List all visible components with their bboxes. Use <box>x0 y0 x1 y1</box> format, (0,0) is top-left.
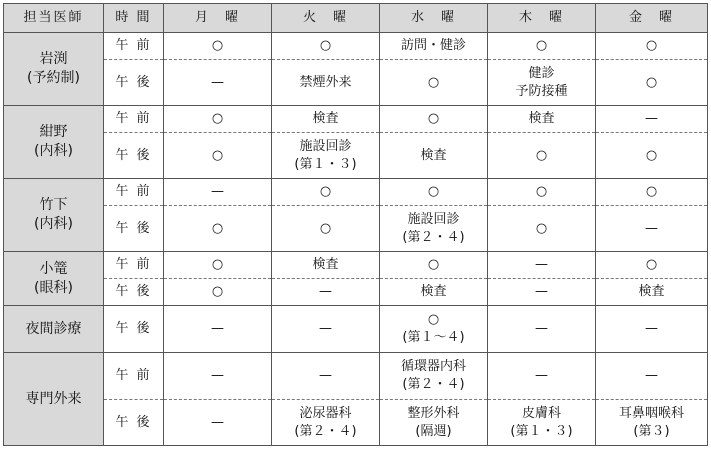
cell-text: 検査 <box>638 284 665 299</box>
doctor-cell <box>4 179 104 252</box>
cell-text: 紺野 <box>39 124 68 140</box>
table-row <box>4 179 708 206</box>
cell-text: ○ <box>319 38 332 53</box>
time-cell: 午 後 <box>104 133 164 179</box>
cell-text: ○ <box>211 147 224 163</box>
schedule-cell <box>488 33 596 60</box>
cell-text: 泌尿器科 <box>299 405 352 421</box>
schedule-cell <box>164 60 272 106</box>
schedule-cell <box>596 33 708 60</box>
cell-text: (第１〜４) <box>402 330 465 345</box>
cell-text: — <box>319 284 332 299</box>
cell-text: — <box>319 368 332 383</box>
schedule-cell <box>488 133 596 179</box>
schedule-cell <box>272 179 380 206</box>
doctor-cell <box>4 353 104 446</box>
schedule-cell <box>380 179 488 206</box>
table-row <box>4 206 708 252</box>
schedule-cell <box>164 306 272 353</box>
schedule-cell <box>488 306 596 353</box>
doctor-cell <box>4 306 104 353</box>
cell-text: ○ <box>535 220 548 236</box>
time-cell: 午 後 <box>104 60 164 106</box>
cell-text: 整形外科 <box>407 405 460 421</box>
cell-text: ○ <box>535 147 548 163</box>
schedule-cell <box>380 279 488 306</box>
schedule-cell <box>272 60 380 106</box>
cell-text: — <box>535 284 548 299</box>
table-row <box>4 306 708 353</box>
table-row <box>4 252 708 279</box>
schedule-cell <box>380 133 488 179</box>
cell-text: 専門外来 <box>25 390 82 407</box>
schedule-cell <box>488 252 596 279</box>
time-cell: 午 前 <box>104 33 164 60</box>
time-cell: 午 前 <box>104 353 164 400</box>
table-row <box>4 33 708 60</box>
time-cell: 午 後 <box>104 400 164 446</box>
table-row <box>4 353 708 400</box>
schedule-cell <box>488 179 596 206</box>
header-wednesday: 水 曜 <box>380 4 488 33</box>
schedule-cell <box>380 60 488 106</box>
cell-text: — <box>211 184 224 199</box>
cell-text: — <box>211 321 224 336</box>
cell-text: 訪問・健診 <box>400 38 466 53</box>
time-cell: 午 後 <box>104 279 164 306</box>
schedule-cell <box>596 279 708 306</box>
cell-text: ○ <box>211 111 224 126</box>
cell-text: — <box>211 368 224 383</box>
cell-text: 循環器内科 <box>400 359 466 374</box>
cell-text: ○ <box>645 38 658 53</box>
cell-text: — <box>211 414 224 430</box>
schedule-cell <box>488 353 596 400</box>
cell-text: ○ <box>427 257 440 272</box>
cell-text: ○ <box>427 184 440 199</box>
cell-text: (第３) <box>633 423 670 439</box>
schedule-cell <box>596 133 708 179</box>
schedule-cell <box>488 279 596 306</box>
cell-text: (内科) <box>34 143 73 159</box>
schedule-cell <box>488 60 596 106</box>
schedule-cell <box>596 353 708 400</box>
schedule-cell <box>380 33 488 60</box>
table-row <box>4 279 708 306</box>
cell-text: 岩渕 <box>39 51 68 67</box>
cell-text: ○ <box>211 220 224 236</box>
cell-text: (眼科) <box>34 279 73 296</box>
schedule-cell <box>596 400 708 446</box>
schedule-cell <box>164 353 272 400</box>
schedule-cell <box>488 106 596 133</box>
header-monday: 月 曜 <box>164 4 272 33</box>
cell-text: ○ <box>427 312 440 327</box>
cell-text: ○ <box>645 74 658 90</box>
cell-text: — <box>645 321 658 336</box>
schedule-cell <box>596 252 708 279</box>
schedule-cell <box>380 206 488 252</box>
cell-text: ○ <box>535 184 548 199</box>
time-cell: 午 前 <box>104 179 164 206</box>
schedule-cell <box>488 206 596 252</box>
cell-text: — <box>645 111 658 126</box>
schedule-cell <box>380 252 488 279</box>
header-row <box>4 4 708 33</box>
table-row <box>4 106 708 133</box>
cell-text: (予約制) <box>27 70 80 86</box>
schedule-cell <box>272 252 380 279</box>
cell-text: 検査 <box>420 147 447 163</box>
cell-text: 竹下 <box>39 197 68 213</box>
schedule-cell <box>380 306 488 353</box>
cell-text: ○ <box>645 184 658 199</box>
schedule-cell <box>272 206 380 252</box>
cell-text: 健診 <box>528 65 555 81</box>
cell-text: 予防接種 <box>515 83 568 99</box>
schedule-cell <box>272 133 380 179</box>
cell-text: (第１・３) <box>510 423 573 439</box>
cell-text: 夜間診療 <box>25 320 82 337</box>
cell-text: 施設回診 <box>407 211 460 227</box>
schedule-cell <box>272 400 380 446</box>
cell-text: (第２・４) <box>402 377 465 392</box>
schedule-cell <box>164 206 272 252</box>
schedule-cell <box>272 106 380 133</box>
schedule-cell <box>164 400 272 446</box>
cell-text: 禁煙外来 <box>299 74 352 90</box>
schedule-cell <box>164 279 272 306</box>
cell-text: ○ <box>319 220 332 236</box>
header-friday: 金 曜 <box>596 4 708 33</box>
table-row <box>4 400 708 446</box>
cell-text: (第２・４) <box>294 423 357 439</box>
cell-text: ○ <box>319 184 332 199</box>
schedule-cell <box>488 400 596 446</box>
header-tuesday: 火 曜 <box>272 4 380 33</box>
doctor-cell <box>4 252 104 306</box>
schedule-cell <box>272 353 380 400</box>
cell-text: 検査 <box>312 111 339 126</box>
cell-text: ○ <box>427 74 440 90</box>
schedule-cell <box>380 353 488 400</box>
schedule-cell <box>380 106 488 133</box>
cell-text: ○ <box>645 147 658 163</box>
cell-text: ○ <box>427 111 440 126</box>
schedule-cell <box>596 179 708 206</box>
schedule-table <box>3 3 708 446</box>
cell-text: 施設回診 <box>299 138 352 154</box>
cell-text: 検査 <box>420 284 447 299</box>
schedule-cell <box>596 206 708 252</box>
cell-text: (第１・３) <box>294 156 357 172</box>
table-row <box>4 60 708 106</box>
cell-text: ○ <box>211 284 224 299</box>
cell-text: — <box>535 257 548 272</box>
doctor-cell <box>4 33 104 106</box>
time-cell: 午 後 <box>104 206 164 252</box>
cell-text: ○ <box>645 257 658 272</box>
schedule-cell <box>596 60 708 106</box>
cell-text: 小篭 <box>39 260 68 277</box>
schedule-cell <box>164 33 272 60</box>
schedule-cell <box>164 252 272 279</box>
header-time: 時 間 <box>104 4 164 33</box>
cell-text: ○ <box>535 38 548 53</box>
table-row <box>4 133 708 179</box>
time-cell: 午 後 <box>104 306 164 353</box>
schedule-cell <box>272 33 380 60</box>
cell-text: ○ <box>211 38 224 53</box>
cell-text: (第２・４) <box>402 229 465 245</box>
time-cell: 午 前 <box>104 252 164 279</box>
cell-text: — <box>645 368 658 383</box>
cell-text: 検査 <box>312 257 339 272</box>
cell-text: 耳鼻咽喉科 <box>618 405 684 421</box>
cell-text: — <box>211 74 224 90</box>
schedule-cell <box>164 179 272 206</box>
cell-text: ○ <box>211 257 224 272</box>
cell-text: (隔週) <box>415 423 452 439</box>
schedule-cell <box>380 400 488 446</box>
schedule-cell <box>164 133 272 179</box>
schedule-cell <box>596 106 708 133</box>
cell-text: 皮膚科 <box>521 405 561 421</box>
time-cell: 午 前 <box>104 106 164 133</box>
cell-text: — <box>319 321 332 336</box>
doctor-cell <box>4 106 104 179</box>
schedule-cell <box>272 279 380 306</box>
schedule-cell <box>164 106 272 133</box>
cell-text: — <box>535 368 548 383</box>
cell-text: — <box>535 321 548 336</box>
schedule-cell <box>596 306 708 353</box>
cell-text: 検査 <box>528 111 555 126</box>
cell-text: — <box>645 220 658 236</box>
schedule-cell <box>272 306 380 353</box>
cell-text: (内科) <box>34 216 73 232</box>
header-doctor: 担当医師 <box>4 4 104 33</box>
header-thursday: 木 曜 <box>488 4 596 33</box>
